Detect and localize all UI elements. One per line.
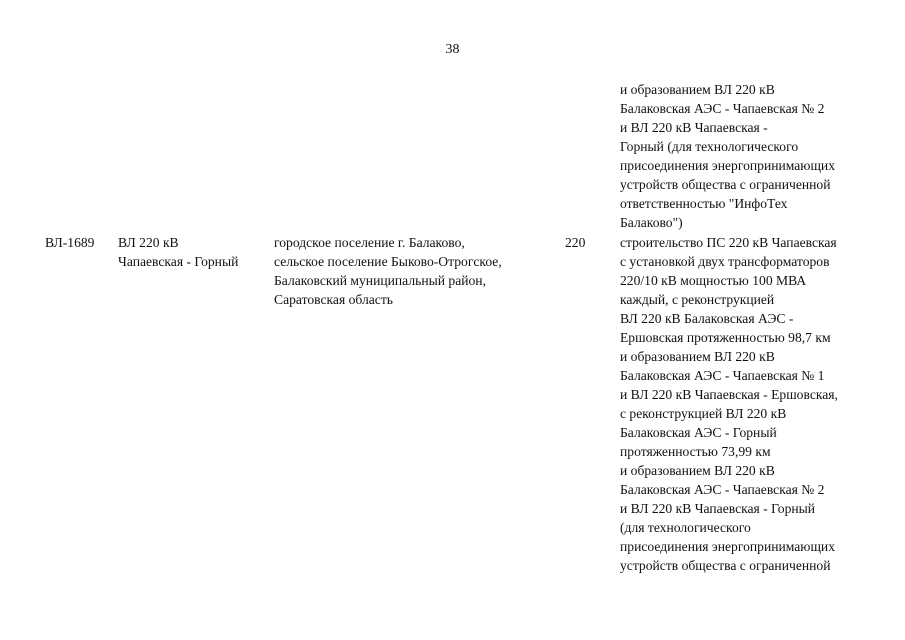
description-line: ответственностью "ИнфоТех bbox=[620, 196, 788, 211]
row-id: ВЛ-1689 bbox=[45, 235, 95, 250]
description-line: Горный (для технологического bbox=[620, 139, 799, 154]
line-name-cell bbox=[118, 233, 238, 271]
voltage-value: 220 bbox=[565, 235, 586, 250]
description-line: Ершовская протяженностью 98,7 км bbox=[620, 330, 831, 345]
description-line: Балаково") bbox=[620, 215, 683, 230]
description-line: и ВЛ 220 кВ Чапаевская - Ершовская, bbox=[620, 387, 838, 402]
description-line: с установкой двух трансформаторов bbox=[620, 254, 830, 269]
page-number: 38 bbox=[445, 42, 460, 57]
row-id-cell bbox=[45, 233, 94, 252]
location-line: Саратовская область bbox=[274, 292, 393, 307]
description-line: каждый, с реконструкцией bbox=[620, 292, 775, 307]
continued-description-cell bbox=[620, 80, 835, 232]
description-line: Балаковская АЭС - Чапаевская № 1 bbox=[620, 368, 825, 383]
location-line: городское поселение г. Балаково, bbox=[274, 235, 465, 250]
location-line: сельское поселение Быково-Отрогское, bbox=[274, 254, 502, 269]
description-line: Балаковская АЭС - Горный bbox=[620, 425, 777, 440]
description-line: Балаковская АЭС - Чапаевская № 2 bbox=[620, 101, 825, 116]
location-cell bbox=[274, 233, 502, 309]
description-line: и ВЛ 220 кВ Чапаевская - bbox=[620, 120, 768, 135]
description-line: и ВЛ 220 кВ Чапаевская - Горный bbox=[620, 501, 816, 516]
line-name-line: Чапаевская - Горный bbox=[118, 254, 239, 269]
location-line: Балаковский муниципальный район, bbox=[274, 273, 486, 288]
voltage-cell bbox=[565, 233, 585, 252]
description-line: и образованием ВЛ 220 кВ bbox=[620, 82, 775, 97]
description-line: ВЛ 220 кВ Балаковская АЭС - bbox=[620, 311, 794, 326]
description-line: Балаковская АЭС - Чапаевская № 2 bbox=[620, 482, 825, 497]
description-line: с реконструкцией ВЛ 220 кВ bbox=[620, 406, 787, 421]
description-line: присоединения энергопринимающих bbox=[620, 158, 836, 173]
description-line: строительство ПС 220 кВ Чапаевская bbox=[620, 235, 837, 250]
description-line: устройств общества с ограниченной bbox=[620, 558, 831, 573]
description-line: протяженностью 73,99 км bbox=[620, 444, 771, 459]
line-name-line: ВЛ 220 кВ bbox=[118, 235, 179, 250]
description-line: и образованием ВЛ 220 кВ bbox=[620, 463, 775, 478]
description-line: (для технологического bbox=[620, 520, 751, 535]
description-line: присоединения энергопринимающих bbox=[620, 539, 836, 554]
description-line: устройств общества с ограниченной bbox=[620, 177, 831, 192]
description-cell bbox=[620, 233, 838, 575]
description-line: и образованием ВЛ 220 кВ bbox=[620, 349, 775, 364]
description-line: 220/10 кВ мощностью 100 МВА bbox=[620, 273, 807, 288]
